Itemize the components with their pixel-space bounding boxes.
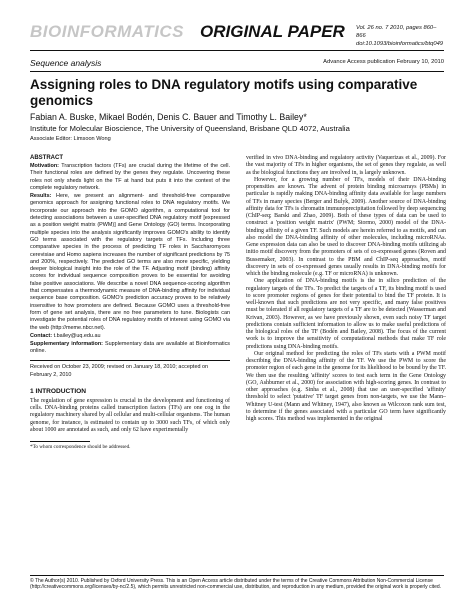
footnote-rule [30, 441, 90, 442]
right-body [246, 155, 446, 423]
right-paragraph-4: Our original method for predicting the roles of TFs starts with a PWM motif describing the DNA-binding affinity of the TF. We use the PWM to score the promoter region of each gene in the genome for its likelihood to be bound by the TF. We then use the resulting 'affinity' scores to test each term in the Gene Ontology (GO, Ashburner et al., 2000) for association with high-scoring genes. In contrast to other approaches (e.g. Sinha et al., 2008) that use an user-specified 'affinity' threshold to select 'putative' TF target genes from non-targets, we use the Mann–Whitney U-test (Mann and Whitney, 1947), also known as Wilcoxon rank sum test, to determine if the genes associated with a particular GO term have significantly high scores. This method was implemented in the original [246, 350, 446, 422]
intro-heading: 1 INTRODUCTION [30, 387, 87, 395]
abstract-motivation [30, 163, 230, 192]
journal-name: BIOINFORMATICS [30, 22, 185, 41]
section-line [30, 58, 444, 70]
article-affiliation: Institute for Molecular Bioscience, The University of Queensland, Brisbane QLD 4072, Australia [30, 124, 350, 133]
contact-email[interactable]: t.bailey@uq.edu.au [53, 332, 101, 339]
right-paragraph-3: One application of DNA-binding motifs is the in silico prediction of the regulatory targets of the TFs. To predict the targets of a TF, its binding motif is used to score promoter regions of genes for their potential to bind the TF protein. It is well-known that such predictions are not very specific, and many false positives must be tolerated if all regulatory targets of a TF are to be detected (Wasserman and Krivan, 2003). However, as we have previously shown, even such noisy TF target predictions contain sufficient information to allow us to make useful predictions of the biological roles of the TF (Bodén and Bailey, 2008). The focus of the current work is to improve the sensitivity of computational methods that make TF role predictions using DNA-binding motifs. [246, 278, 446, 350]
doi: doi:10.1093/bioinformatics/btq049 [356, 41, 444, 47]
volume-line: Vol. 26 no. 7 2010, pages 860–866 [356, 25, 437, 39]
advance-access: Advance Access publication February 10, 2010 [323, 59, 444, 65]
header-rule [30, 50, 444, 51]
footer-rule [30, 575, 444, 576]
results-text: Here, we present an alignment- and threshold-free comparative genomics approach for assigning functional roles to DNA regulatory motifs. We incorporate our approach into the GOMO algorithm, a computational tool for detecting associations between a user-specified DNA regulatory motif [expressed as a position weight matrix (PWM)] and Gene Ontology (GO) terms. Incorporating multiple species into the analysis significantly improves GOMO's ability to identify GO terms associated with the regulatory targets of TFs. Including three comparative species in the process of predicting TF roles in Saccharomyces cerevisiae and Homo sapiens increases the number of significant predictions by 75 and 200%, respectively. The predicted GO terms are also more specific, yielding deeper biological insight into the role of the TF. Adjusting motif (binding) affinity scores for individual sequence composition proves to be essential for avoiding false positive associations. We describe a novel DNA sequence-scoring algorithm that compensates a thermodynamic measure of DNA-binding affinity for individual sequence base composition. GOMO's prediction accuracy proves to be relatively insensitive to how promoters are defined. Because GOMO uses a threshold-free form of gene set analysis, there are no free parameters to tune. Biologists can investigate the potential roles of DNA regulatory motifs of interest using GOMO via the web (http://meme.nbcr.net). [30, 193, 230, 331]
copyright-notice: © The Author(s) 2010. Published by Oxford University Press. This is an Open Access article distributed under the terms of the Creative Commons Attribution Non-Commercial License (http://creativecommons.org/licenses/by-nc/2.5), which permits unrestricted non-commercial use, distribution, and reproduction in any medium, provided the original work is properly cited. [30, 578, 442, 591]
article-authors: Fabian A. Buske, Mikael Bodén, Denis C. Bauer and Timothy L. Bailey* [30, 112, 307, 122]
journal-header [30, 22, 444, 50]
submission-dates: Received on October 23, 2009; revised on January 18, 2010; accepted on February 2, 2010 [30, 364, 209, 378]
footnote: *To whom correspondence should be addressed. [30, 443, 131, 450]
volume-info [356, 24, 444, 48]
supp-text: Supplementary data are available at Bioinformatics online. [30, 341, 231, 355]
section-name: Sequence analysis [30, 58, 102, 68]
right-paragraph-2: However, for a growing number of TFs, models of their DNA-binding propensities are known. The advent of protein binding microarrays (PBMs) in particular is rapidly making DNA-binding affinity data available for large numbers of TFs in many species (Berger and Bulyk, 2009). Another source of DNA-binding affinity data for TFs is chromatin immunoprecipitation followed by deep sequencing (ChIP-seq; Barski and Zhao, 2009). Both of these types of data can be used to construct a 'position weight matrix' (PWM; Stormo, 2000) model of the DNA-binding affinity of a given TF. Such models are herein referred to as motifs, and can also model the DNA-binding affinity of other molecules, including microRNAs. Gene expression data can also be used to discover DNA-binding motifs utilizing ab initio motif discovery from the promoters of sets of co-expressed genes (Roven and Bussemaker, 2003). In contrast to the PBM and ChIP-seq approaches, motif discovery in sets of co-expressed genes usually results in DNA-binding motifs for which the binding molecule (e.g. TF or microRNA) is unknown. [246, 176, 446, 277]
contact-label: Contact: [30, 332, 53, 339]
intro-paragraph: The regulation of gene expression is crucial in the development and functioning of cells. DNA-binding proteins called transcription factors (TFs) are one cog in the regulatory machinery shared by all cellular and multi-cellular organisms. The human genome, for instance, is estimated to contain up to 3000 such TFs, of which only about 1000 are annotated as such, and only 62 have experimentally [30, 397, 230, 433]
abstract-rule [30, 360, 230, 361]
right-column [246, 155, 446, 423]
supp-label: Supplementary information: [30, 341, 103, 348]
abstract-results [30, 193, 230, 332]
abstract-supplementary [30, 341, 230, 356]
intro-body [30, 398, 230, 434]
motivation-label: Motivation: [30, 163, 59, 169]
abstract-contact [30, 333, 230, 340]
paper-type: ORIGINAL PAPER [200, 22, 345, 41]
section-rule [30, 71, 444, 72]
abstract-heading: ABSTRACT [30, 155, 63, 161]
left-column [30, 155, 230, 450]
results-label: Results: [30, 193, 52, 200]
motivation-text: Transcription factors (TFs) are crucial during the lifetime of the cell. Their functional roles are defined by the genes they regulate. Uncovering these roles not only sheds light on the TF at hand but puts it into the context of the complete regulatory network. [30, 163, 230, 191]
right-paragraph-1: verified in vivo DNA-binding and regulatory activity (Vaquerizas et al., 2009). For the vast majority of TFs in higher organisms, the set of genes they regulate, as well as the biological functions they are involved in, is largely unknown. [246, 155, 446, 176]
article-title: Assigning roles to DNA regulatory motifs using comparative genomics [30, 77, 418, 108]
associate-editor: Associate Editor: Limsoon Wong [30, 136, 111, 142]
